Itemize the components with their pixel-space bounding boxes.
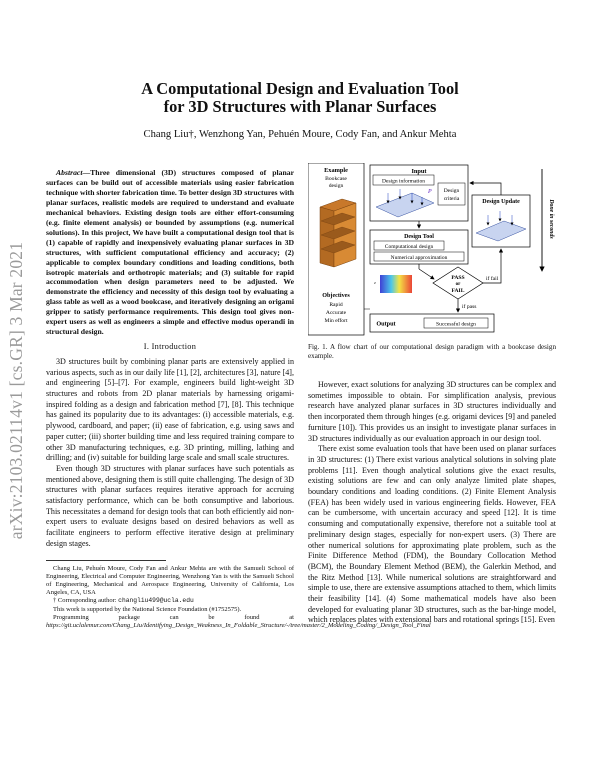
example-label: Example <box>324 167 348 174</box>
author-list: Chang Liu†, Wenzhong Yan, Pehuén Moure, Cody Fan, and Ankur Mehta <box>143 129 457 140</box>
footnote-package: Programming package can be found at https://git.uclalemur.com/Chang_Liu/Identifying_Design_Weakness_In_Foldable_Structure/-/tree/master/2_Modeling_Coding/_Design_Tool_Final <box>46 613 431 629</box>
fail-label: FAIL <box>451 288 465 294</box>
paper-title-line-1: A Computational Design and Evaluation Tool <box>141 79 459 98</box>
intro-paragraph-2: Even though 3D structures with planar surfaces have such potentials as mentioned above, designing them is still quite challenging. The design of 3D structures with planar surfaces requires iterative approach for accruing satisfactory performance, which can be both consumptive and laborious. This necessitates a demand for design tools that can both efficiently aid non-expert users to evaluate designs based on desired behaviors as well as facilitate engineers to perform effective iterative design at preliminary design stages. <box>46 463 294 548</box>
load-p-label: P <box>428 189 432 195</box>
example-sub-1: Bookcase <box>325 176 347 182</box>
figure-caption: Fig. 1. A flow chart of our computational design paradigm with a bookcase design example. <box>308 343 556 360</box>
bookcase-icon <box>320 199 356 267</box>
abstract-lead: Abstract <box>56 168 83 177</box>
flowchart-figure <box>308 163 558 339</box>
if-pass-label: if pass <box>462 304 477 310</box>
objective-accurate: Accurate <box>325 310 347 316</box>
or-label: or <box>455 282 461 287</box>
right-column <box>308 343 556 626</box>
arxiv-id: arXiv:2103.02114v1 [cs.GR] 3 Mar 2021 <box>6 241 27 539</box>
objective-rapid: Rapid <box>329 302 343 308</box>
design-criteria-label-1: Design <box>443 188 460 194</box>
abstract <box>46 168 294 337</box>
numerical-approx-label: Numerical approximation <box>390 254 448 261</box>
right-paragraph-2: There exist some evaluation tools that have been used on planar surfaces in 3D structures: (1) There exist various analytical solutions in solving plate problems [11]. Even though analytical solutions give the exact results, existing solutions are few and can only analyze limited plate shapes, boundary conditions and loading conditions. (2) Finite Element Analysis (FEA) has been widely used in various engineering fields. However, FEA can be cumbersome, with uncertain accuracy and speed [12]. It is time consuming and computationally expensive, therefore not a suitable tool at preliminary design stages, especially for non-expert users. (3) There are other numerical solutions for approximating plate problem, such as the Finite Difference Method (FDM), the Boundary Collocation Method (BCM), the Boundary Element Method (BEM), the Galerkin Method, and the Ritz Method [13]. While numerical solutions are straightforward and simple to use, there are extensive assumptions attached to them, which limits their feasibility [14]. (4) Some mathematical models have also been developed for evaluating planar 3D structures, such as the bar-hinge model, which replaces plates with extensional bars and rotational springs [15]. Even <box>308 444 556 625</box>
pass-label: PASS <box>451 275 465 281</box>
objective-min-effort: Min effort <box>324 318 348 324</box>
footnote-funding: This work is supported by the National Science Foundation (#1752575). <box>53 605 242 613</box>
arxiv-stamp <box>6 180 28 600</box>
output-label: Output <box>376 320 396 328</box>
design-info-label: Design information <box>382 178 425 185</box>
package-link[interactable]: https://git.uclalemur.com/Chang_Liu/Identifying_Design_Weakness_In_Foldable_Structure/-/tree/master/2_Modeling_Coding/_Design_Tool_Final <box>46 621 431 629</box>
objectives-label: Objectives <box>322 293 350 299</box>
example-sub-2: design <box>328 183 344 189</box>
if-fail-label: if fail <box>486 276 499 282</box>
footnote-affiliations: Chang Liu, Pehuén Moure, Cody Fan and Ankur Mehta are with the Samueli School of Engineering, Electrical and Computer Engineering, Wenzhong Yan is with the Samueli School of Engineering, Mechanical and Aerospace Engineering, University of California, Los Angeles, CA, USA <box>46 564 294 597</box>
footnotes <box>46 564 431 631</box>
design-tool-label: Design Tool <box>404 234 434 240</box>
footnote-corresponding: † Corresponding author: changliu499@ucla.edu <box>53 597 194 605</box>
done-in-seconds-label: Done in seconds <box>548 199 554 239</box>
intro-paragraph-1: 3D structures built by combining planar parts are extensively applied in various aspects, such as in our daily life [1], [2], architectures [3], nature [4], and engineering [5]–[7]. For example, engineers build light-weight 3D structures and robots from 2D planar materials by harnessing origami-inspired folding as a design and fabrication method [7], [8]. This technique has gained its popularity due to its advantages: (i) accessible materials, e.g. plywood, cardboard, and paper; (ii) ease of fabrication, e.g. using saws and paper cutter; (iii) shorter building time and less required training compare to other 3D manufacturing techniques, e.g. 3D printing, milling, lathing and drilling; and (iv) suitable for building large scale and small scale structures. <box>46 356 294 463</box>
footnote-rule <box>46 560 166 561</box>
right-paragraph-1: However, exact solutions for analyzing 3D structures can be complex and sometimes impossible to obtain. For simplification analysis, previous research have analyzed planar surfaces in 3D structures individually and then incorporated them through hinges (e.g. origami devices [9] and paneled furniture [10]). This provides us an insight to investigate planar surfaces in 3D structures individually as our evaluation approach in our design tool. <box>308 380 556 443</box>
input-label: Input <box>411 168 427 175</box>
svg-text:z: z <box>374 280 376 285</box>
successful-design-label: Successful design <box>436 321 476 328</box>
section-heading-introduction: I. Introduction <box>143 342 197 352</box>
design-update-label: Design Update <box>482 199 520 205</box>
stress-plot-icon <box>374 269 414 297</box>
plate-load-icon <box>376 189 434 217</box>
design-criteria-label-2: criteria <box>443 196 460 202</box>
computational-design-label: Computational design <box>384 243 434 250</box>
updated-plate-icon <box>476 211 526 241</box>
abstract-body: —Three dimensional (3D) structures composed of planar surfaces can be build out of accessible materials using easier fabrication technique with shorter fabrication time. To better design 3D structures with planar surfaces, realistic models are required to understand and evaluate mechanical behaviors. Existing design tools are either effort-consuming (e.g. finite element analysis) or bounded by assumptions (e.g. numerical solutions). In this project, We have built a computational design tool that is (1) capable of rapidly and inexpensively evaluating planar surfaces in 3D structures, with sufficient computational efficiency and accuracy; (2) applicable to complex boundary conditions and loading conditions, both isotropic materials and orthotropic materials; and (3) suitable for rapid accommodation when design parameters need to be adjusted. We demonstrate the efficiency and necessity of this design tool by evaluating a glass table as well as a wood bookcase, and iteratively designing an origami gripper to satisfy performance requirements. This design tool gives non-expert users as well as engineers a simple and effective modus operandi in structural design. <box>46 168 294 337</box>
paper-title-line-2: for 3D Structures with Planar Surfaces <box>163 97 437 116</box>
author-email[interactable]: changliu499@ucla.edu <box>118 597 194 605</box>
